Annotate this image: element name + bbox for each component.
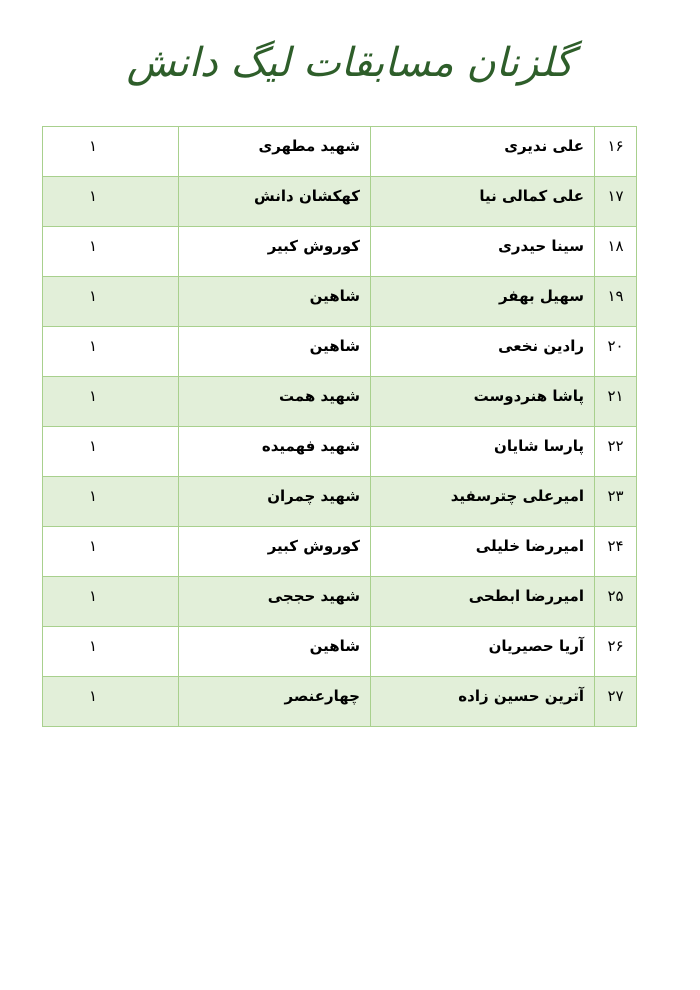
school-name: چهارعنصر <box>284 687 360 705</box>
goal-count: ۱ <box>89 337 98 355</box>
table-row <box>43 377 637 427</box>
table-row <box>43 677 637 727</box>
player-name: پارسا شایان <box>494 437 584 455</box>
school-name: شاهین <box>309 337 360 355</box>
scorers-table <box>42 126 637 727</box>
row-number: ۲۶ <box>607 637 624 655</box>
table-row <box>43 177 637 227</box>
table-row <box>43 277 637 327</box>
school-name: شهید همت <box>279 387 360 405</box>
player-name: سهیل بهفر <box>498 287 584 305</box>
goal-count: ۱ <box>89 187 98 205</box>
player-name: آترین حسین زاده <box>458 687 584 705</box>
school-name: شهید چمران <box>267 487 360 505</box>
table-row <box>43 227 637 277</box>
goal-count: ۱ <box>89 287 98 305</box>
row-number: ۲۴ <box>607 537 624 555</box>
row-number: ۲۵ <box>607 587 624 605</box>
school-name: شهید فهمیده <box>261 437 360 455</box>
row-number: ۲۲ <box>607 437 624 455</box>
school-name: کهکشان دانش <box>254 187 360 205</box>
school-name: شهید مطهری <box>258 137 360 155</box>
goal-count: ۱ <box>89 437 98 455</box>
row-number: ۲۷ <box>607 687 624 705</box>
table-row <box>43 627 637 677</box>
table-row <box>43 477 637 527</box>
goal-count: ۱ <box>89 487 98 505</box>
goal-count: ۱ <box>89 587 98 605</box>
row-number: ۲۰ <box>607 337 624 355</box>
goal-count: ۱ <box>89 687 98 705</box>
goal-count: ۱ <box>89 537 98 555</box>
player-name: امیرعلی چترسفید <box>450 487 584 505</box>
row-number: ۱۷ <box>607 187 624 205</box>
player-name: امیررضا خلیلی <box>475 537 584 555</box>
player-name: سینا حیدری <box>498 237 584 255</box>
row-number: ۱۶ <box>607 137 624 155</box>
school-name: شاهین <box>309 287 360 305</box>
player-name: علی ندیری <box>504 137 584 155</box>
table-row <box>43 127 637 177</box>
row-number: ۱۹ <box>607 287 624 305</box>
player-name: امیررضا ابطحی <box>468 587 584 605</box>
table-row <box>43 327 637 377</box>
goal-count: ۱ <box>89 237 98 255</box>
player-name: علی کمالی نیا <box>479 187 584 205</box>
row-number: ۲۳ <box>607 487 624 505</box>
school-name: کوروش کبیر <box>267 537 360 555</box>
goal-count: ۱ <box>89 387 98 405</box>
player-name: پاشا هنردوست <box>473 387 584 405</box>
row-number: ۲۱ <box>607 387 624 405</box>
school-name: شاهین <box>309 637 360 655</box>
player-name: آریا حصیریان <box>488 637 584 655</box>
row-number: ۱۸ <box>607 237 624 255</box>
table-row <box>43 527 637 577</box>
goal-count: ۱ <box>89 137 98 155</box>
table-row <box>43 427 637 477</box>
page-title: گلزنان مسابقات لیگ دانش <box>126 40 574 86</box>
goal-count: ۱ <box>89 637 98 655</box>
school-name: کوروش کبیر <box>267 237 360 255</box>
player-name: رادین نخعی <box>498 337 584 355</box>
school-name: شهید حججی <box>267 587 360 605</box>
table-row <box>43 577 637 627</box>
